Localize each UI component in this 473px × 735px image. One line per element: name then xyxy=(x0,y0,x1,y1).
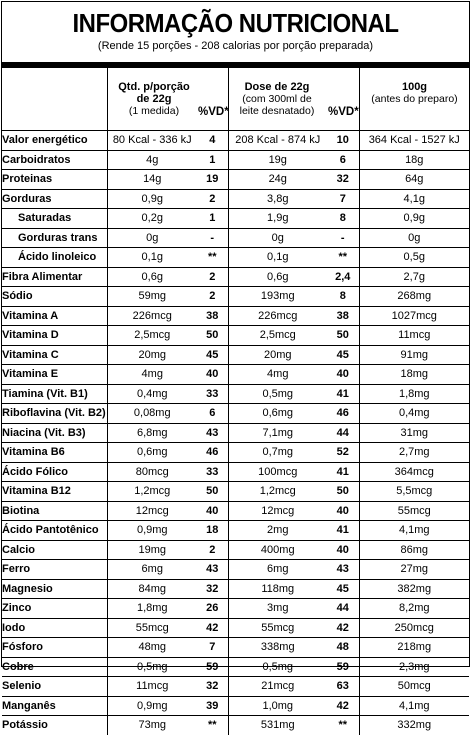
per-100g-amount: 18mg xyxy=(359,365,469,385)
per-100g-amount: 4,1g xyxy=(359,189,469,209)
dose-dv: 43 xyxy=(327,560,359,580)
per-100g-amount: 8,2mg xyxy=(359,599,469,619)
dose-amount: 24g xyxy=(228,170,327,190)
nutrient-name: Valor energético xyxy=(2,134,88,147)
dose-dv: 41 xyxy=(327,462,359,482)
dose-amount: 0,6g xyxy=(228,267,327,287)
dose-amount: 1,2mcg xyxy=(228,482,327,502)
nutrient-name: Manganês xyxy=(2,696,107,716)
portion-amount: 55mcg xyxy=(107,618,197,638)
portion-dv: 43 xyxy=(197,423,228,443)
portion-dv: 46 xyxy=(197,443,228,463)
nutrient-name: Vitamina A xyxy=(2,306,107,326)
dose-dv: 63 xyxy=(327,677,359,697)
dose-amount: 1,9g xyxy=(228,209,327,229)
dose-dv: 41 xyxy=(327,384,359,404)
nutrient-name: Gorduras trans xyxy=(2,228,107,248)
table-row xyxy=(2,540,469,560)
portion-dv: ** xyxy=(197,248,228,268)
table-row xyxy=(2,462,469,482)
dose-dv: 8 xyxy=(327,209,359,229)
column-header-dose xyxy=(232,81,322,117)
per-100g-amount: 5,5mcg xyxy=(359,482,469,502)
nutrient-name: Ferro xyxy=(2,560,107,580)
portion-dv: 33 xyxy=(197,384,228,404)
per-100g-amount: 2,7mg xyxy=(359,443,469,463)
per-100g-amount: 55mcg xyxy=(359,501,469,521)
dose-dv: 52 xyxy=(327,443,359,463)
nutrient-name: Zinco xyxy=(2,599,107,619)
dose-dv: 44 xyxy=(327,423,359,443)
portion-amount: 0,2g xyxy=(107,209,197,229)
dose-dv: 40 xyxy=(327,365,359,385)
column-header-dose-line3: leite desnatado) xyxy=(239,105,315,117)
per-100g-amount: 0,5g xyxy=(359,248,469,268)
portion-amount: 12mcg xyxy=(107,501,197,521)
table-row xyxy=(2,618,469,638)
portion-dv: 43 xyxy=(197,560,228,580)
dose-dv: 45 xyxy=(327,345,359,365)
portion-dv: 32 xyxy=(197,677,228,697)
nutrient-table xyxy=(2,131,469,735)
column-header-portion xyxy=(110,81,198,117)
nutrient-name: Fósforo xyxy=(2,638,107,658)
nutrition-facts-label xyxy=(1,1,470,732)
dose-amount: 3mg xyxy=(228,599,327,619)
table-row xyxy=(2,189,469,209)
nutrient-name: Ácido Pantotênico xyxy=(2,521,107,541)
dose-amount: 0,7mg xyxy=(228,443,327,463)
portion-amount: 226mcg xyxy=(107,306,197,326)
per-100g-amount: 91mg xyxy=(359,345,469,365)
portion-amount: 2,5mcg xyxy=(107,326,197,346)
table-row xyxy=(2,579,469,599)
per-100g-amount: 0,9g xyxy=(359,209,469,229)
table-row xyxy=(2,131,469,150)
portion-amount: 20mg xyxy=(107,345,197,365)
nutrient-name: Gorduras xyxy=(2,189,107,209)
nutrient-table-body xyxy=(2,131,469,735)
portion-amount: 0,1g xyxy=(107,248,197,268)
dose-dv: ** xyxy=(327,248,359,268)
per-100g-amount: 364mcg xyxy=(359,462,469,482)
per-100g-amount: 332mg xyxy=(359,716,469,735)
header-divider-1 xyxy=(107,68,108,130)
portion-dv: - xyxy=(197,228,228,248)
per-100g-amount: 268mg xyxy=(359,287,469,307)
nutrient-name: Potássio xyxy=(2,716,107,735)
portion-dv: 40 xyxy=(197,501,228,521)
portion-dv: 1 xyxy=(197,209,228,229)
per-100g-amount: 50mcg xyxy=(359,677,469,697)
dose-amount: 19g xyxy=(228,150,327,170)
portion-amount: 14g xyxy=(107,170,197,190)
column-header-100g-line1: 100g xyxy=(401,81,428,93)
portion-amount: 80 Kcal - 336 kJ xyxy=(107,131,197,150)
column-header-100g xyxy=(360,81,469,105)
portion-amount: 80mcg xyxy=(107,462,197,482)
portion-dv: 59 xyxy=(197,657,228,677)
dose-dv: 40 xyxy=(327,501,359,521)
portion-dv: 2 xyxy=(197,287,228,307)
portion-amount: 4mg xyxy=(107,365,197,385)
portion-dv: 1 xyxy=(197,150,228,170)
dose-amount: 21mcg xyxy=(228,677,327,697)
portion-amount: 0,6mg xyxy=(107,443,197,463)
label-subtitle: (Rende 15 porções - 208 calorias por porção preparada) xyxy=(97,40,374,52)
portion-amount: 73mg xyxy=(107,716,197,735)
per-100g-amount: 0g xyxy=(359,228,469,248)
table-row xyxy=(2,228,469,248)
nutrient-name: Vitamina B6 xyxy=(2,443,107,463)
table-row xyxy=(2,267,469,287)
portion-dv: 33 xyxy=(197,462,228,482)
portion-amount: 48mg xyxy=(107,638,197,658)
nutrient-name: Tiamina (Vit. B1) xyxy=(2,384,107,404)
dose-amount: 118mg xyxy=(228,579,327,599)
nutrient-name: Calcio xyxy=(2,540,107,560)
per-100g-amount: 4,1mg xyxy=(359,696,469,716)
nutrient-name: Ácido Fólico xyxy=(2,462,107,482)
dose-amount: 193mg xyxy=(228,287,327,307)
portion-dv: 42 xyxy=(197,618,228,638)
column-header-100g-line2: (antes do preparo) xyxy=(371,93,458,105)
table-row xyxy=(2,287,469,307)
dose-dv: 45 xyxy=(327,579,359,599)
portion-dv: 39 xyxy=(197,696,228,716)
portion-amount: 4g xyxy=(107,150,197,170)
dose-amount: 400mg xyxy=(228,540,327,560)
per-100g-amount: 11mcg xyxy=(359,326,469,346)
nutrient-name: Saturadas xyxy=(2,209,107,229)
thick-divider xyxy=(2,62,469,68)
table-row xyxy=(2,696,469,716)
portion-dv: 6 xyxy=(197,404,228,424)
dose-amount: 20mg xyxy=(228,345,327,365)
dose-amount: 0,5mg xyxy=(228,384,327,404)
dose-dv: - xyxy=(327,228,359,248)
header-divider-2 xyxy=(228,68,229,130)
portion-amount: 6mg xyxy=(107,560,197,580)
table-row xyxy=(2,365,469,385)
portion-amount: 0,5mg xyxy=(107,657,197,677)
table-row xyxy=(2,677,469,697)
portion-amount: 0,9mg xyxy=(107,521,197,541)
portion-amount: 84mg xyxy=(107,579,197,599)
column-header-pct-1: %VD* xyxy=(198,106,229,118)
portion-dv: 50 xyxy=(197,482,228,502)
portion-dv: 2 xyxy=(197,267,228,287)
nutrient-name: Carboidratos xyxy=(2,150,107,170)
dose-dv: 32 xyxy=(327,170,359,190)
per-100g-amount: 86mg xyxy=(359,540,469,560)
dose-amount: 7,1mg xyxy=(228,423,327,443)
portion-dv: ** xyxy=(197,716,228,735)
nutrient-name: Biotina xyxy=(2,501,107,521)
dose-dv: 48 xyxy=(327,638,359,658)
dose-dv: 42 xyxy=(327,618,359,638)
nutrient-name: Iodo xyxy=(2,618,107,638)
portion-dv: 2 xyxy=(197,189,228,209)
portion-amount: 6,8mg xyxy=(107,423,197,443)
label-title: INFORMAÇÃO NUTRICIONAL xyxy=(72,8,399,38)
dose-dv: 42 xyxy=(327,696,359,716)
dose-amount: 55mcg xyxy=(228,618,327,638)
table-row xyxy=(2,326,469,346)
per-100g-amount: 364 Kcal - 1527 kJ xyxy=(359,131,469,150)
nutrient-name: Vitamina C xyxy=(2,345,107,365)
dose-amount: 1,0mg xyxy=(228,696,327,716)
portion-dv: 7 xyxy=(197,638,228,658)
portion-amount: 19mg xyxy=(107,540,197,560)
per-100g-amount: 27mg xyxy=(359,560,469,580)
table-row xyxy=(2,170,469,190)
dose-dv: 6 xyxy=(327,150,359,170)
dose-dv: 46 xyxy=(327,404,359,424)
dose-amount: 338mg xyxy=(228,638,327,658)
dose-dv: ** xyxy=(327,716,359,735)
dose-amount: 2mg xyxy=(228,521,327,541)
dose-dv: 41 xyxy=(327,521,359,541)
dose-amount: 3,8g xyxy=(228,189,327,209)
portion-amount: 1,2mcg xyxy=(107,482,197,502)
dose-amount: 208 Kcal - 874 kJ xyxy=(228,131,327,150)
column-header-portion-line1: Qtd. p/porção xyxy=(118,81,190,93)
table-row xyxy=(2,150,469,170)
per-100g-amount: 1027mcg xyxy=(359,306,469,326)
portion-dv: 26 xyxy=(197,599,228,619)
nutrient-name: Magnesio xyxy=(2,579,107,599)
column-header-portion-line3: (1 medida) xyxy=(128,105,180,117)
portion-amount: 0,6g xyxy=(107,267,197,287)
per-100g-amount: 18g xyxy=(359,150,469,170)
table-row xyxy=(2,443,469,463)
table-row xyxy=(2,306,469,326)
per-100g-amount: 2,7g xyxy=(359,267,469,287)
nutrient-name: Sódio xyxy=(2,287,107,307)
dose-dv: 38 xyxy=(327,306,359,326)
dose-amount: 0,6mg xyxy=(228,404,327,424)
portion-amount: 0g xyxy=(107,228,197,248)
per-100g-amount: 0,4mg xyxy=(359,404,469,424)
nutrient-name: Niacina (Vit. B3) xyxy=(2,423,107,443)
portion-dv: 2 xyxy=(197,540,228,560)
table-row xyxy=(2,384,469,404)
dose-amount: 100mcg xyxy=(228,462,327,482)
dose-amount: 0g xyxy=(228,228,327,248)
nutrient-name: Cobre xyxy=(2,657,107,677)
dose-dv: 44 xyxy=(327,599,359,619)
portion-dv: 40 xyxy=(197,365,228,385)
portion-amount: 0,9mg xyxy=(107,696,197,716)
column-header-pct-2: %VD* xyxy=(328,106,359,118)
nutrient-name: Vitamina E xyxy=(2,365,107,385)
per-100g-amount: 250mcg xyxy=(359,618,469,638)
portion-amount: 0,08mg xyxy=(107,404,197,424)
per-100g-amount: 218mg xyxy=(359,638,469,658)
portion-dv: 45 xyxy=(197,345,228,365)
table-row xyxy=(2,521,469,541)
nutrient-name: Selenio xyxy=(2,677,107,697)
table-row xyxy=(2,501,469,521)
nutrient-name: Riboflavina (Vit. B2) xyxy=(2,404,107,424)
portion-amount: 0,4mg xyxy=(107,384,197,404)
portion-amount: 11mcg xyxy=(107,677,197,697)
dose-amount: 12mcg xyxy=(228,501,327,521)
per-100g-amount: 4,1mg xyxy=(359,521,469,541)
per-100g-amount: 1,8mg xyxy=(359,384,469,404)
dose-dv: 59 xyxy=(327,657,359,677)
table-row xyxy=(2,209,469,229)
dose-dv: 2,4 xyxy=(327,267,359,287)
per-100g-amount: 64g xyxy=(359,170,469,190)
table-row xyxy=(2,404,469,424)
table-row xyxy=(2,716,469,735)
portion-dv: 38 xyxy=(197,306,228,326)
portion-amount: 1,8mg xyxy=(107,599,197,619)
dose-amount: 531mg xyxy=(228,716,327,735)
dose-amount: 4mg xyxy=(228,365,327,385)
portion-amount: 0,9g xyxy=(107,189,197,209)
portion-dv: 50 xyxy=(197,326,228,346)
nutrient-name: Proteinas xyxy=(2,170,107,190)
table-row xyxy=(2,599,469,619)
table-row xyxy=(2,560,469,580)
dose-dv: 40 xyxy=(327,540,359,560)
portion-dv: 32 xyxy=(197,579,228,599)
dose-dv: 50 xyxy=(327,482,359,502)
dose-dv: 10 xyxy=(336,134,349,147)
nutrient-name: Ácido linoleico xyxy=(2,248,107,268)
column-header-portion-line2: de 22g xyxy=(136,93,172,105)
dose-dv: 7 xyxy=(327,189,359,209)
portion-dv: 19 xyxy=(197,170,228,190)
table-row xyxy=(2,638,469,658)
portion-dv: 4 xyxy=(209,134,216,147)
portion-dv: 18 xyxy=(197,521,228,541)
per-100g-amount: 382mg xyxy=(359,579,469,599)
nutrient-name: Vitamina B12 xyxy=(2,482,107,502)
dose-amount: 0,1g xyxy=(228,248,327,268)
nutrient-name: Fibra Alimentar xyxy=(2,267,107,287)
dose-dv: 8 xyxy=(327,287,359,307)
dose-amount: 6mg xyxy=(228,560,327,580)
dose-amount: 2,5mcg xyxy=(228,326,327,346)
table-row xyxy=(2,345,469,365)
nutrient-name: Vitamina D xyxy=(2,326,107,346)
table-row xyxy=(2,248,469,268)
dose-dv: 50 xyxy=(327,326,359,346)
per-100g-amount: 2,3mg xyxy=(359,657,469,677)
dose-amount: 0,5mg xyxy=(228,657,327,677)
per-100g-amount: 31mg xyxy=(359,423,469,443)
column-header-dose-line1: Dose de 22g xyxy=(244,81,310,93)
dose-amount: 226mcg xyxy=(228,306,327,326)
table-row xyxy=(2,423,469,443)
column-header-dose-line2: (com 300ml de xyxy=(242,93,312,105)
table-row xyxy=(2,482,469,502)
table-row xyxy=(2,657,469,677)
portion-amount: 59mg xyxy=(107,287,197,307)
